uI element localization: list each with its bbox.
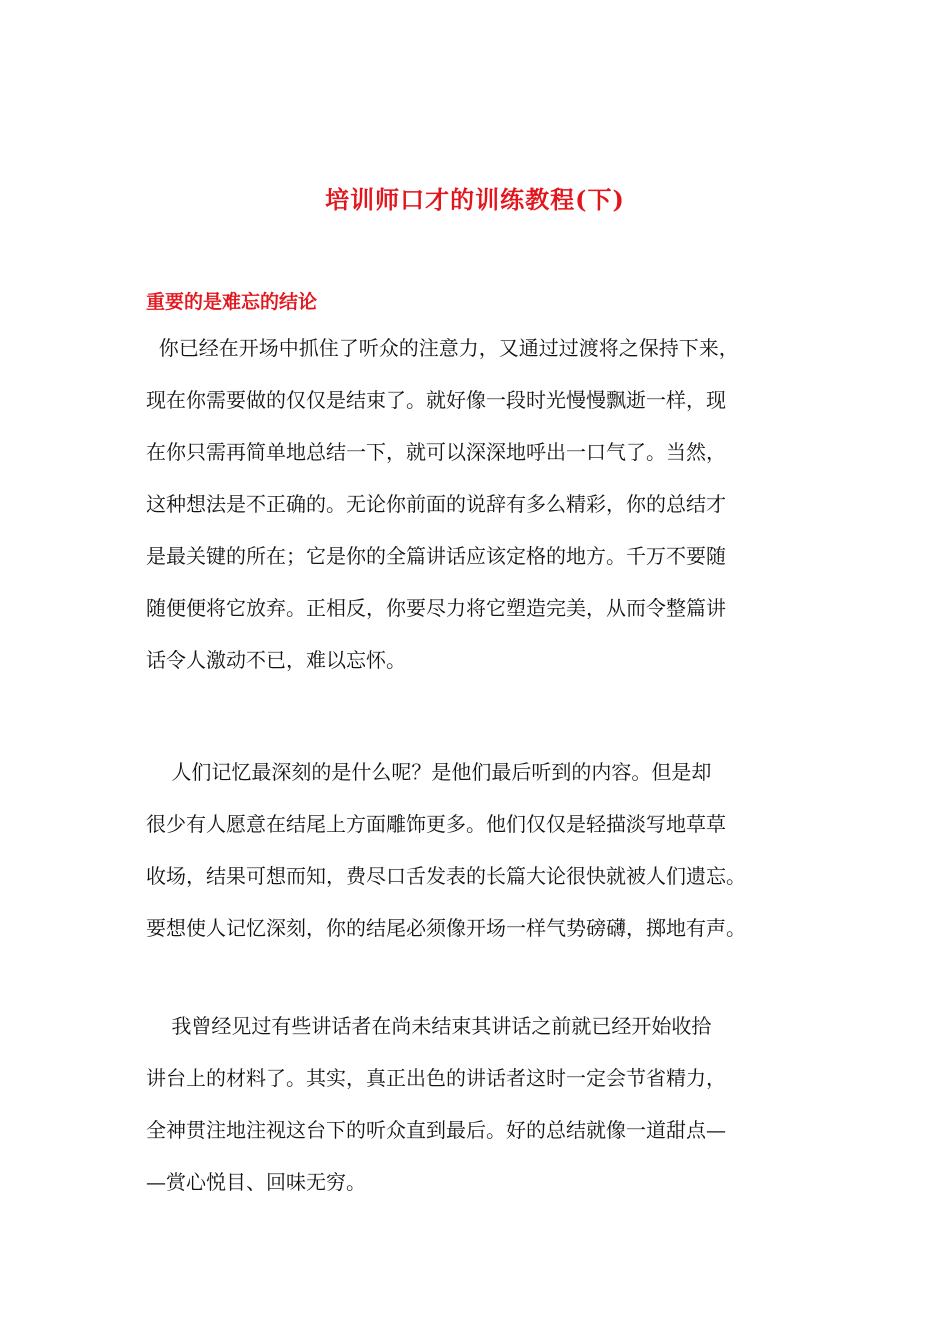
paragraph-line: 是最关键的所在；它是你的全篇讲话应该定格的地方。千万不要随 bbox=[146, 544, 726, 568]
paragraph-1 bbox=[146, 322, 836, 686]
paragraph-line: 现在你需要做的仅仅是结束了。就好像一段时光慢慢飘逝一样，现 bbox=[146, 388, 726, 412]
paragraph-line: 全神贯注地注视这台下的听众直到最后。好的总结就像一道甜点— bbox=[146, 1118, 726, 1142]
paragraph-line: 要想使人记忆深刻，你的结尾必须像开场一样气势磅礴，掷地有声。 bbox=[146, 916, 746, 940]
section-heading: 重要的是难忘的结论 bbox=[146, 291, 318, 313]
paragraph-line: 很少有人愿意在结尾上方面雕饰更多。他们仅仅是轻描淡写地草草 bbox=[146, 812, 726, 836]
paragraph-line: 这种想法是不正确的。无论你前面的说辞有多么精彩，你的总结才 bbox=[146, 492, 726, 516]
paragraph-2 bbox=[146, 746, 836, 954]
paragraph-line: 人们记忆最深刻的是什么呢？是他们最后听到的内容。但是却 bbox=[146, 760, 712, 784]
paragraph-line: 随便便将它放弃。正相反，你要尽力将它塑造完美，从而令整篇讲 bbox=[146, 596, 726, 620]
paragraph-line: —赏心悦目、回味无穷。 bbox=[146, 1170, 366, 1194]
paragraph-line: 收场，结果可想而知，费尽口舌发表的长篇大论很快就被人们遗忘。 bbox=[146, 864, 746, 888]
paragraph-line: 你已经在开场中抓住了听众的注意力，又通过过渡将之保持下来， bbox=[146, 336, 739, 360]
paragraph-line: 讲台上的材料了。其实，真正出色的讲话者这时一定会节省精力， bbox=[146, 1066, 726, 1090]
paragraph-line: 在你只需再简单地总结一下，就可以深深地呼出一口气了。当然， bbox=[146, 440, 726, 464]
document-title: 培训师口才的训练教程(下) bbox=[325, 185, 625, 214]
paragraph-line: 话令人激动不已，难以忘怀。 bbox=[146, 648, 406, 672]
paragraph-line: 我曾经见过有些讲话者在尚未结束其讲话之前就已经开始收拾 bbox=[146, 1014, 712, 1038]
paragraph-3 bbox=[146, 1000, 836, 1208]
